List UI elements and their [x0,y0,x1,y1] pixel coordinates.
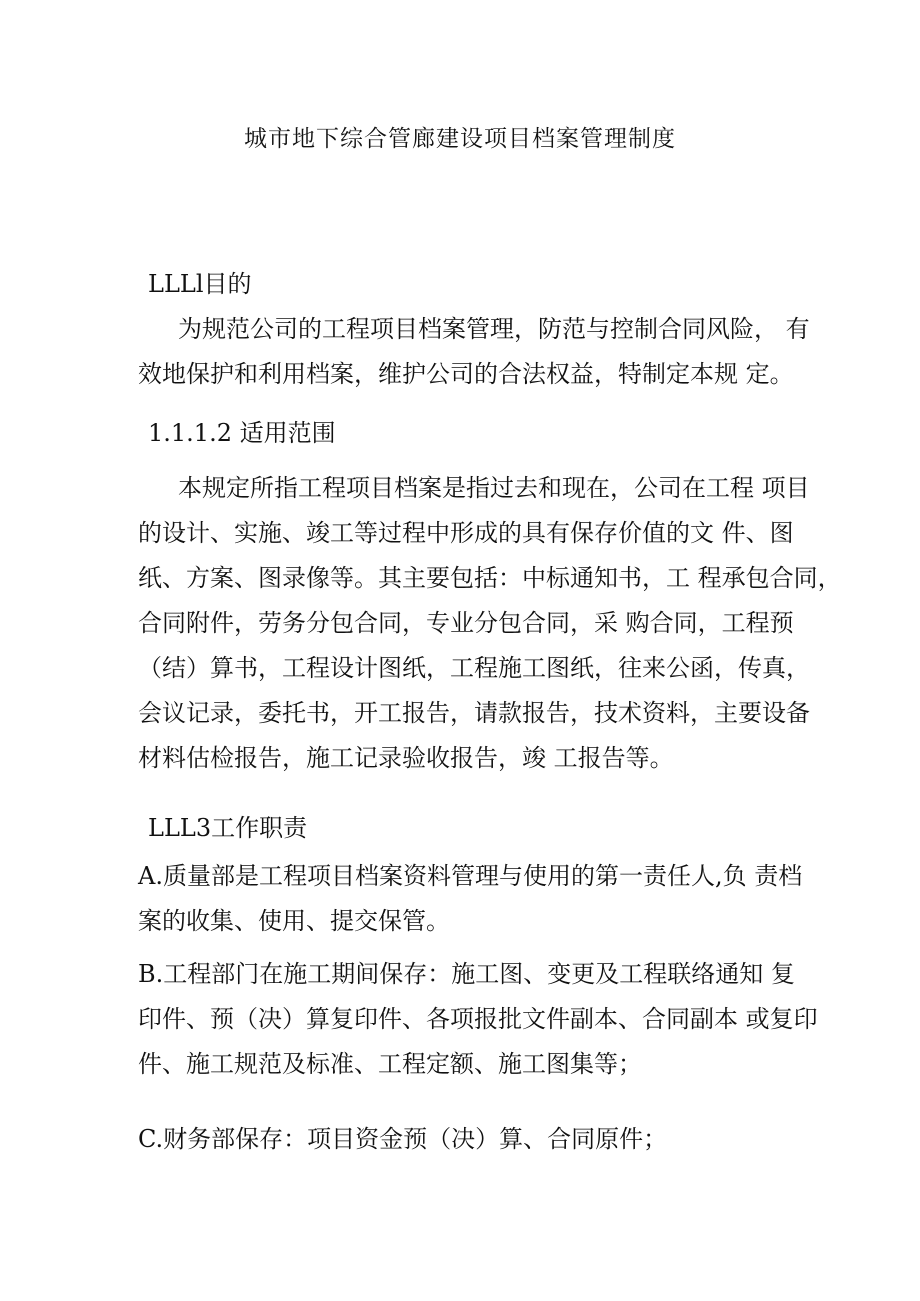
paragraph-line: 本规定所指工程项目档案是指过去和现在，公司在工程 项目 [178,474,810,502]
section-heading-purpose: LLLl目的 [148,270,252,298]
paragraph-line: B.工程部门在施工期间保存：施工图、变更及工程联络通知 复 [138,960,795,988]
duty-item-a [138,854,803,944]
paragraph-line: 合同附件，劳务分包合同，专业分包合同，采 购合同，工程预 [138,609,794,637]
section-heading-duties: LLL3工作职责 [148,814,308,842]
paragraph-line: 会议记录，委托书，开工报告，请款报告，技术资料，主要设备 [138,699,810,727]
paragraph-line: 的设计、实施、竣工等过程中形成的具有保存价值的文 件、图 [138,519,794,547]
duty-item-c [138,1117,788,1162]
paragraph-line: 案的收集、使用、提交保管。 [138,907,450,935]
paragraph-line: 件、施工规范及标准、工程定额、施工图集等； [138,1050,642,1078]
duty-item-b [138,952,818,1087]
section-body-scope [138,466,842,781]
paragraph-line: 效地保护和利用档案，维护公司的合法权益，特制定本规 定。 [138,360,794,388]
document-title: 城市地下综合管廊建设项目档案管理制度 [244,126,676,152]
section-heading-scope: 1.1.1.2 适用范围 [148,419,336,447]
paragraph-line: C.财务部保存：项目资金预（决）算、合同原件； [138,1125,668,1153]
paragraph-line: 材料估检报告，施工记录验收报告，竣 工报告等。 [138,744,674,772]
paragraph-line: 为规范公司的工程项目档案管理，防范与控制合同风险， 有 [178,315,810,343]
paragraph-line: 印件、预（决）算复印件、各项报批文件副本、合同副本 或复印 [138,1005,818,1033]
paragraph-line: （结）算书，工程设计图纸，工程施工图纸，往来公函，传真， [138,654,810,682]
paragraph-line: 纸、方案、图录像等。其主要包括：中标通知书，工 程承包合同， [138,564,842,592]
section-body-purpose [138,307,810,397]
paragraph-line: A.质量部是工程项目档案资料管理与使用的第一责任人,负 责档 [138,862,803,890]
